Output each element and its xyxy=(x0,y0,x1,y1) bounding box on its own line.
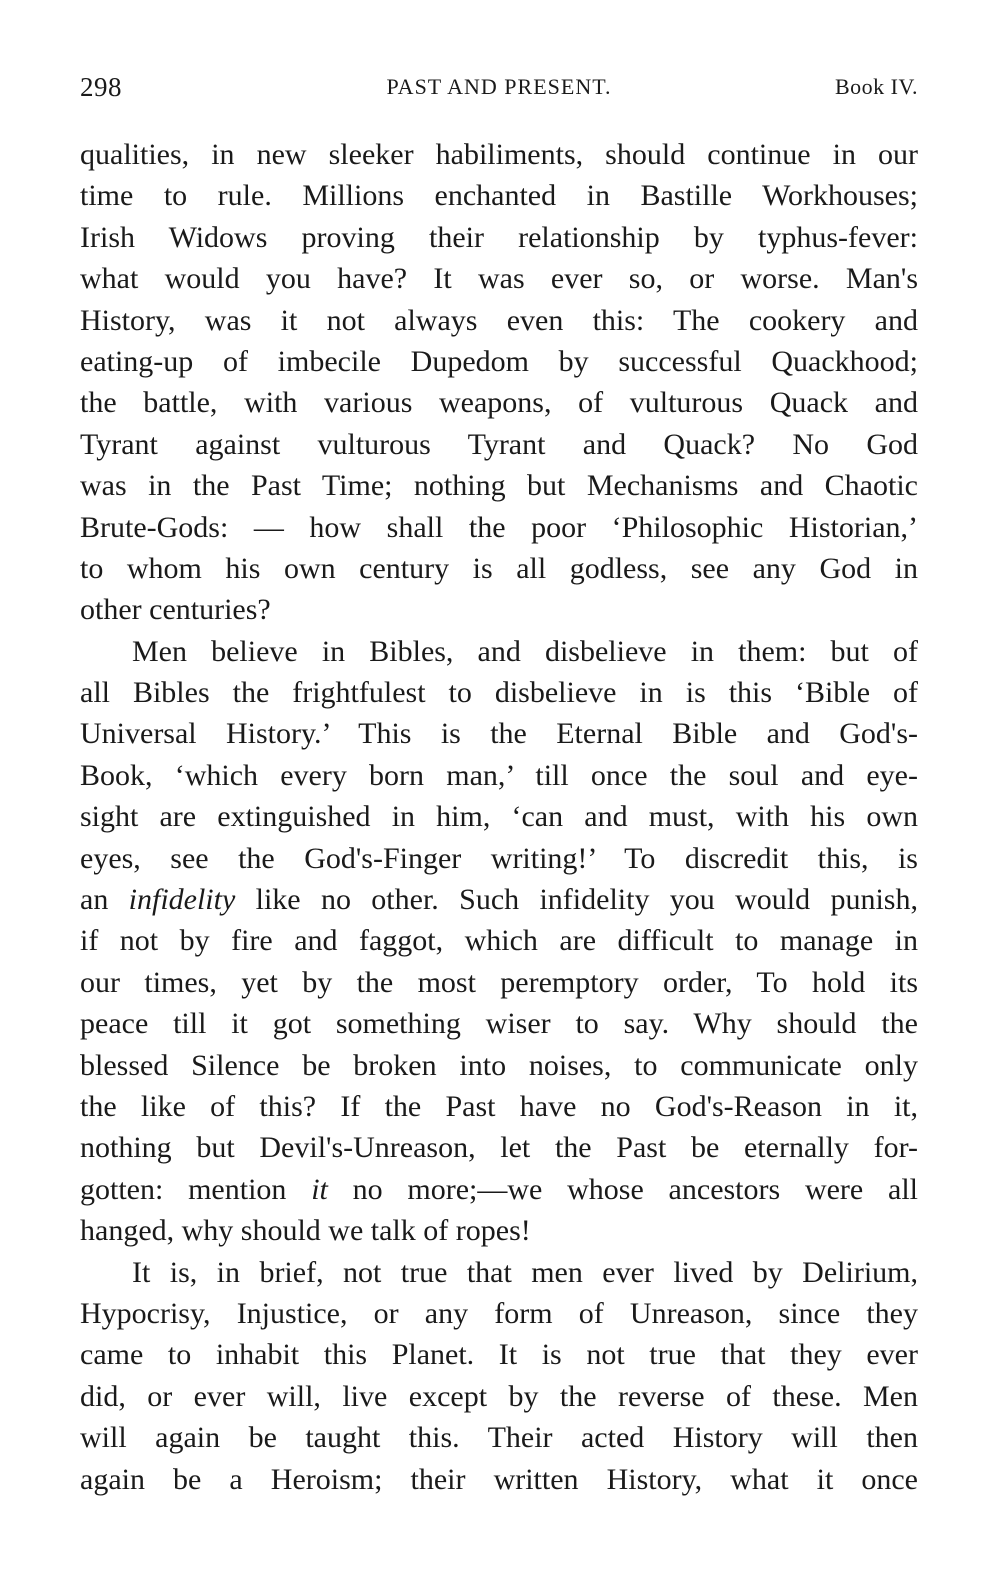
text-line: Universal History.’ This is the Eternal Bible and God's- xyxy=(80,717,918,751)
text-line xyxy=(80,879,918,920)
text-line: was in the Past Time; nothing but Mechanisms and Chaotic xyxy=(80,469,918,503)
text-segment: no more;—we whose ancestors were all xyxy=(327,1172,918,1206)
text-line xyxy=(80,1169,918,1210)
italic-word: infidelity xyxy=(128,883,236,917)
text-line: our times, yet by the most peremptory order, To hold its xyxy=(80,965,918,999)
text-segment: gotten: mention xyxy=(80,1172,312,1206)
text-line: History, was it not always even this: The cookery and xyxy=(80,303,918,337)
text-line: the battle, with various weapons, of vulturous Quack and xyxy=(80,386,918,420)
text-line: Irish Widows proving their relationship by typhus-fever: xyxy=(80,220,918,254)
text-line: all Bibles the frightfulest to disbelieve in is this ‘Bible of xyxy=(80,676,918,710)
book-part-label: Book IV. xyxy=(834,74,918,99)
page-number: 298 xyxy=(80,72,122,102)
text-line: what would you have? It was ever so, or worse. Man's xyxy=(80,262,918,296)
body-text xyxy=(80,134,918,1500)
text-line: sight are extinguished in him, ‘can and must, with his own xyxy=(80,800,918,834)
text-line: Book, ‘which every born man,’ till once the soul and eye- xyxy=(80,758,918,792)
running-head xyxy=(80,72,918,112)
book-page xyxy=(80,72,918,1500)
italic-word: it xyxy=(311,1172,328,1206)
text-line: blessed Silence be broken into noises, to communicate only xyxy=(80,1048,918,1082)
text-line: again be a Heroism; their written History, what it once xyxy=(80,1462,918,1496)
text-line: if not by fire and faggot, which are difficult to manage in xyxy=(80,924,918,958)
text-line: came to inhabit this Planet. It is not true that they ever xyxy=(80,1338,918,1372)
text-segment: an xyxy=(80,883,129,917)
text-line: will again be taught this. Their acted History will then xyxy=(80,1421,918,1455)
running-title: PAST AND PRESENT. xyxy=(386,74,612,99)
text-line: peace till it got something wiser to say. Why should the xyxy=(80,1007,918,1041)
text-line: Brute-Gods: — how shall the poor ‘Philosophic Historian,’ xyxy=(80,510,918,544)
text-line: Hypocrisy, Injustice, or any form of Unreason, since they xyxy=(80,1296,918,1330)
text-line: Tyrant against vulturous Tyrant and Quack? No God xyxy=(80,427,918,461)
text-line: did, or ever will, live except by the reverse of these. Men xyxy=(80,1379,918,1413)
text-line: to whom his own century is all godless, see any God in xyxy=(80,551,918,585)
paragraph-first-line: Men believe in Bibles, and disbelieve in them: but of xyxy=(132,634,918,668)
text-line: qualities, in new sleeker habiliments, should continue in our xyxy=(80,138,918,171)
text-line: the like of this? If the Past have no God's-Reason in it, xyxy=(80,1089,918,1123)
text-line: eyes, see the God's-Finger writing!’ To discredit this, is xyxy=(80,841,918,875)
text-line: nothing but Devil's-Unreason, let the Past be eternally for- xyxy=(80,1131,918,1165)
text-segment: like no other. Such infidelity you would punish, xyxy=(235,883,918,917)
text-line: time to rule. Millions enchanted in Bastille Workhouses; xyxy=(80,179,918,213)
text-line: eating-up of imbecile Dupedom by successful Quackhood; xyxy=(80,344,918,378)
paragraph-end-line: hanged, why should we talk of ropes! xyxy=(80,1214,531,1248)
paragraph-end-line: other centuries? xyxy=(80,593,271,627)
paragraph-first-line: It is, in brief, not true that men ever lived by Delirium, xyxy=(132,1255,918,1289)
